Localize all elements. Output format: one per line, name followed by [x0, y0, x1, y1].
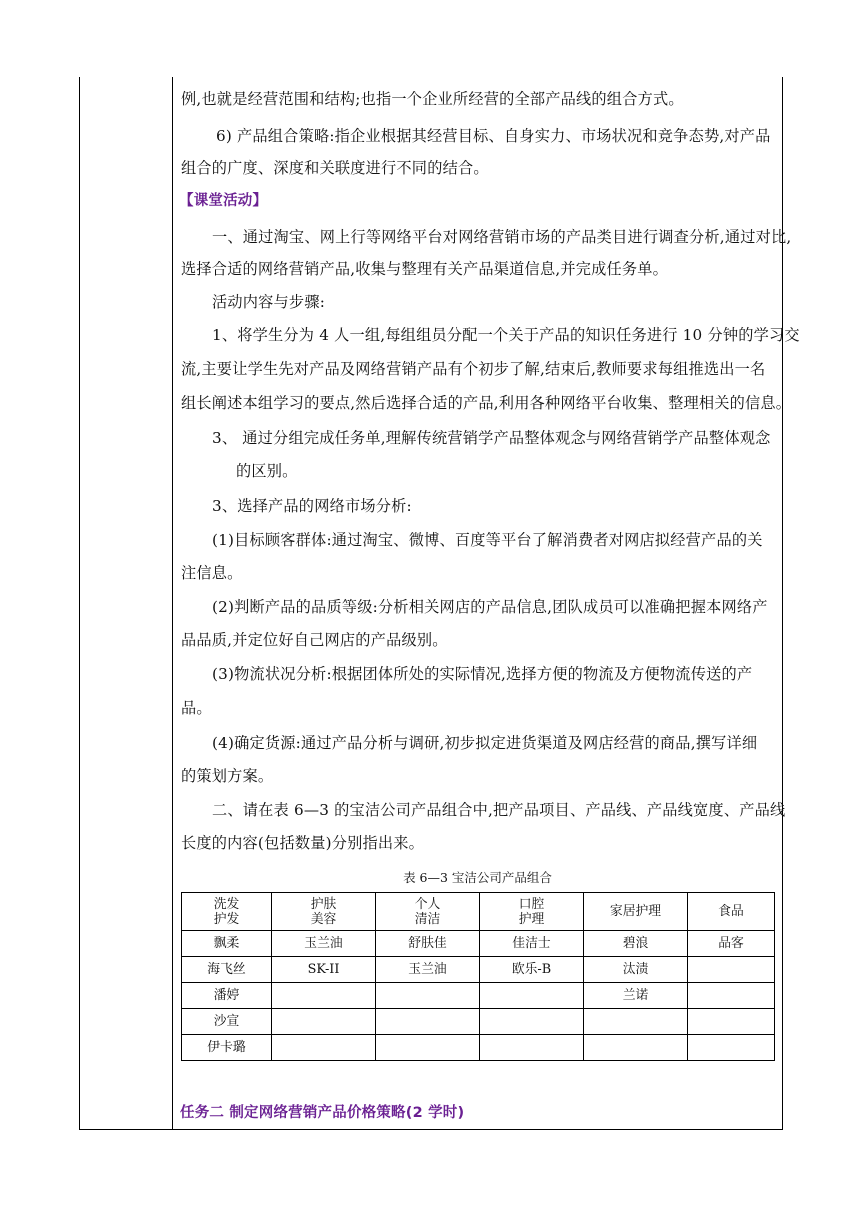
- table-row: [182, 1009, 775, 1035]
- table-cell: 潘婷: [182, 983, 272, 1009]
- table-cell: 玉兰油: [376, 957, 480, 983]
- text-line: 流,主要让学生先对产品及网络营销产品有个初步了解,结束后,教师要求每组推选出一名: [181, 360, 766, 378]
- table-cell: 玉兰油: [272, 931, 376, 957]
- text-line: 3、 通过分组完成任务单,理解传统营销学产品整体观念与网络营销学产品整体观念: [212, 429, 771, 447]
- table-cell: [272, 983, 376, 1009]
- table-cell: [272, 1009, 376, 1035]
- text-line: 组合的广度、深度和关联度进行不同的结合。: [181, 159, 489, 177]
- task-heading: 任务二 制定网络营销产品价格策略(2 学时): [180, 1105, 465, 1121]
- table-cell: 伊卡璐: [182, 1035, 272, 1061]
- table-cell: [376, 983, 480, 1009]
- table-cell: SK-II: [272, 957, 376, 983]
- table-cell: 兰诺: [584, 983, 688, 1009]
- text-line: 的策划方案。: [181, 767, 274, 785]
- text-line: 组长阐述本组学习的要点,然后选择合适的产品,利用各种网络平台收集、整理相关的信息。: [181, 394, 792, 412]
- table-cell: [584, 1009, 688, 1035]
- table-cell: 沙宣: [182, 1009, 272, 1035]
- table-cell: [688, 1009, 775, 1035]
- text-line: (3)物流状况分析:根据团体所处的实际情况,选择方便的物流及方便物流传送的产: [212, 665, 753, 683]
- table-caption: 表 6—3 宝洁公司产品组合: [403, 870, 552, 885]
- text-line: 的区别。: [236, 462, 298, 480]
- text-line: 1、将学生分为 4 人一组,每组组员分配一个关于产品的知识任务进行 10 分钟的学习交: [212, 326, 800, 344]
- text-line: 活动内容与步骤:: [212, 293, 326, 311]
- text-line: 长度的内容(包括数量)分别指出来。: [181, 834, 425, 852]
- text-line: 一、通过淘宝、网上行等网络平台对网络营销市场的产品类目进行调查分析,通过对比,: [212, 228, 792, 246]
- text-line: 品品质,并定位好自己网店的产品级别。: [181, 631, 448, 649]
- table-cell: [688, 1035, 775, 1061]
- table-cell: 海飞丝: [182, 957, 272, 983]
- text-line: 3、选择产品的网络市场分析:: [212, 497, 412, 515]
- table-cell: [272, 1035, 376, 1061]
- text-line: (2)判断产品的品质等级:分析相关网店的产品信息,团队成员可以准确把握本网络产: [212, 598, 768, 616]
- text-line: 选择合适的网络营销产品,收集与整理有关产品渠道信息,并完成任务单。: [181, 260, 669, 278]
- text-line: 例,也就是经营范围和结构;也指一个企业所经营的全部产品线的组合方式。: [181, 90, 684, 108]
- column-divider: [172, 77, 173, 1129]
- table-row: [182, 957, 775, 983]
- table-cell: 舒肤佳: [376, 931, 480, 957]
- table-cell: [376, 1009, 480, 1035]
- table-cell: 飘柔: [182, 931, 272, 957]
- table-row: [182, 1035, 775, 1061]
- text-line: (4)确定货源:通过产品分析与调研,初步拟定进货渠道及网店经营的商品,撰写详细: [212, 734, 758, 752]
- table-header-cell: 家居护理: [584, 893, 688, 931]
- table-row: [182, 983, 775, 1009]
- text-line: (1)目标顾客群体:通过淘宝、微博、百度等平台了解消费者对网店拟经营产品的关: [212, 531, 763, 549]
- table-cell: [480, 1035, 584, 1061]
- table-cell: 欧乐-B: [480, 957, 584, 983]
- product-mix-table: [181, 892, 775, 1061]
- table-cell: [688, 957, 775, 983]
- table-header-cell: 食品: [688, 893, 775, 931]
- table-cell: [688, 983, 775, 1009]
- table-row: [182, 931, 775, 957]
- table-cell: 品客: [688, 931, 775, 957]
- text-line: 品。: [181, 699, 212, 717]
- text-line: 二、请在表 6—3 的宝洁公司产品组合中,把产品项目、产品线、产品线宽度、产品线: [212, 801, 786, 819]
- text-line: 6) 产品组合策略:指企业根据其经营目标、自身实力、市场状况和竞争态势,对产品: [216, 127, 771, 145]
- text-line: 注信息。: [181, 564, 243, 582]
- table-cell: [480, 983, 584, 1009]
- table-header-cell: 护肤 美容: [272, 893, 376, 931]
- table-cell: 佳洁士: [480, 931, 584, 957]
- table-cell: [376, 1035, 480, 1061]
- table-cell: 汰渍: [584, 957, 688, 983]
- table-header-row: [182, 893, 775, 931]
- table-cell: [480, 1009, 584, 1035]
- section-heading: 【课堂活动】: [179, 193, 268, 209]
- table-header-cell: 洗发 护发: [182, 893, 272, 931]
- table-cell: 碧浪: [584, 931, 688, 957]
- table-cell: [584, 1035, 688, 1061]
- table-header-cell: 口腔 护理: [480, 893, 584, 931]
- table-header-cell: 个人 清洁: [376, 893, 480, 931]
